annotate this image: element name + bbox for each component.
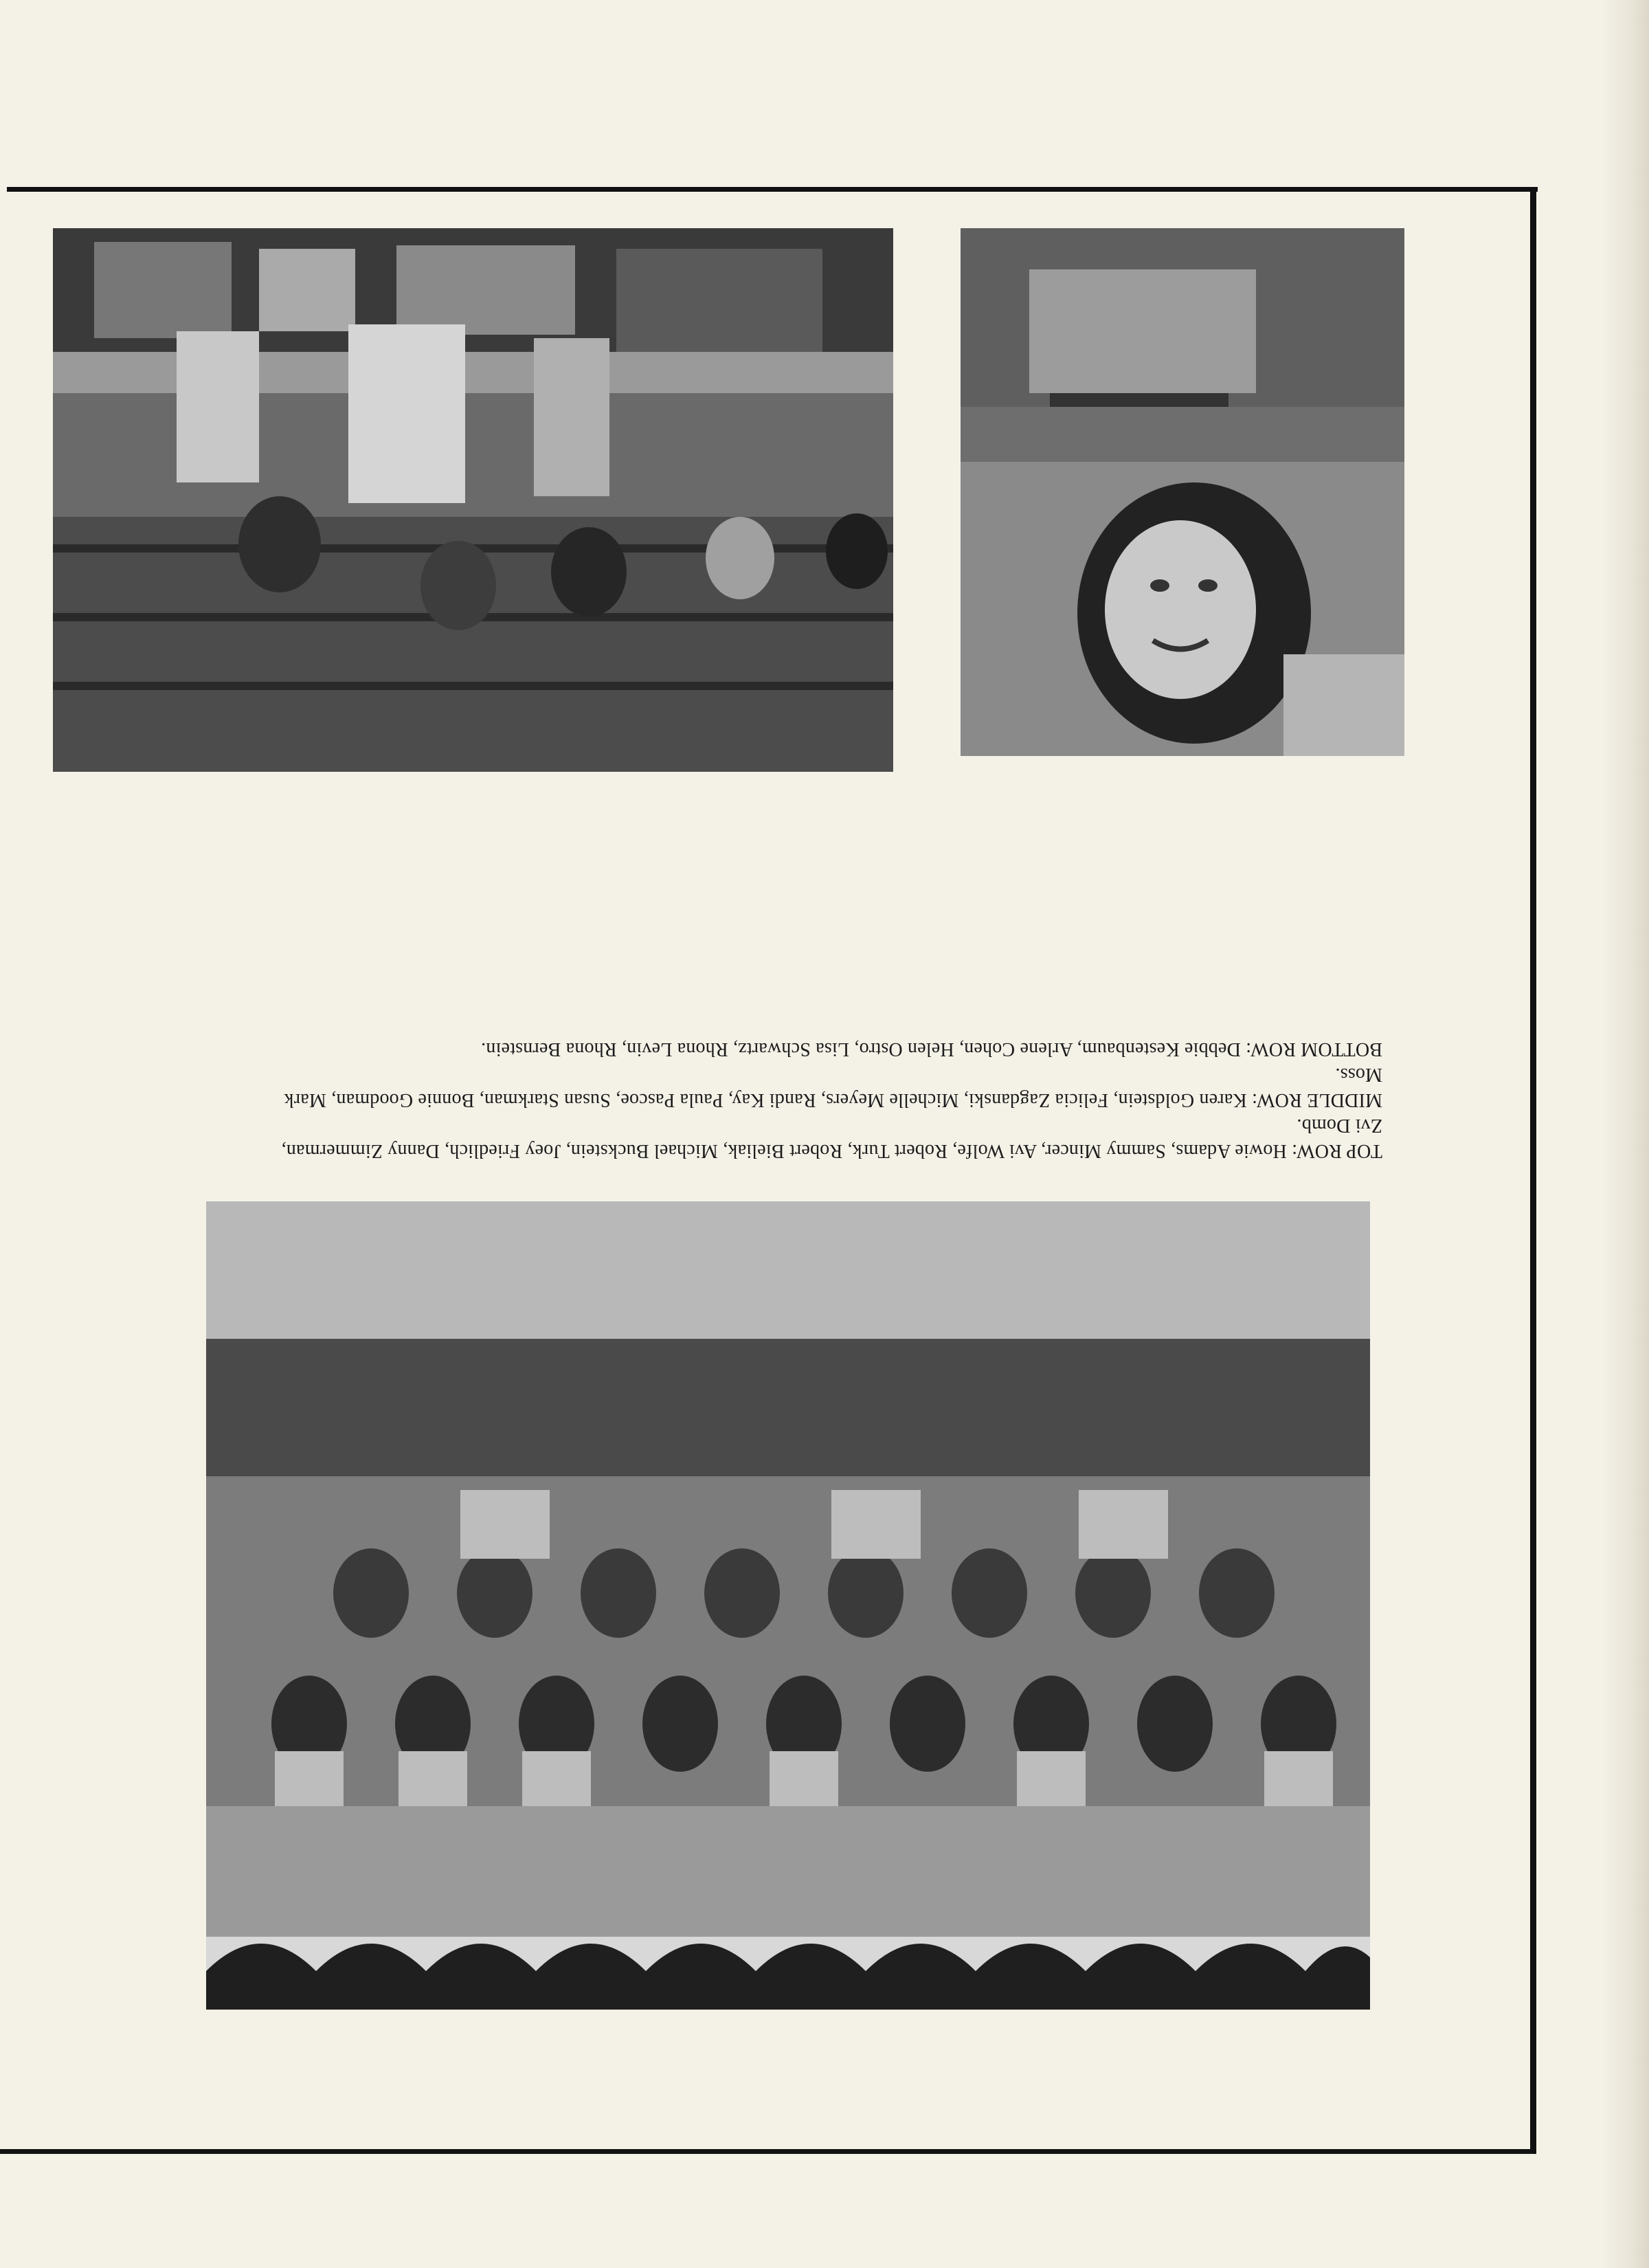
border-top-rule — [7, 187, 1538, 192]
caption-middle-row: MIDDLE ROW: Karen Goldstein, Felicia Zagdanski, Michelle Meyers, Randi Kay, Paula Pascoe, Susan Starkman, Bonnie Goodman, Mark Moss. — [284, 1064, 1382, 1111]
page-edge — [1601, 0, 1649, 2268]
classroom-photo — [53, 228, 893, 772]
group-photo — [206, 1201, 1370, 2010]
portrait-photo — [961, 228, 1404, 756]
photo-caption — [280, 990, 1382, 1164]
caption-bottom-row: BOTTOM ROW: Debbie Kestenbaum, Arlene Cohen, Helen Ostro, Lisa Schwartz, Rhona Levin, Rhona Bernstein. — [480, 1038, 1382, 1060]
border-bottom-rule — [0, 2149, 1536, 2154]
border-right-rule — [1530, 187, 1536, 2154]
caption-top-row: TOP ROW: Howie Adams, Sammy Mincer, Avi Wolfe, Robert Turk, Robert Bieliak, Michael Buckstein, Joey Friedlich, Danny Zimmerman, Zvi Domb. — [281, 1115, 1382, 1161]
